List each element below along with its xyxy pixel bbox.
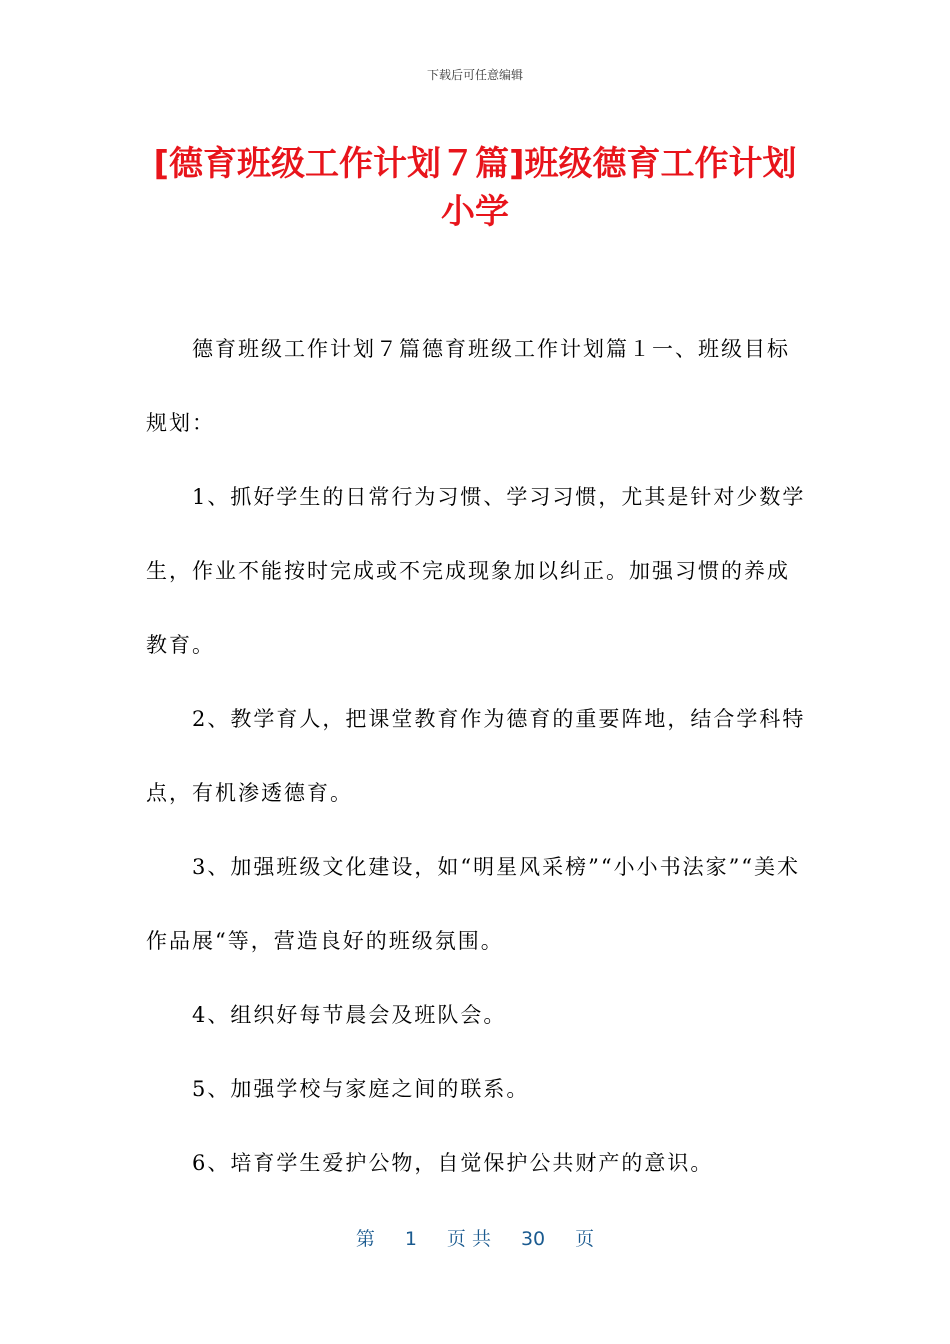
total-pages: 30	[520, 1228, 546, 1250]
paragraph-item-1: 1、抓好学生的日常行为习惯、学习习惯，尤其是针对少数学生，作业不能按时完成或不完成现象加以纠正。加强习惯的养成教育。	[146, 485, 806, 657]
document-body	[146, 312, 806, 1200]
paragraph-item-6: 6、培育学生爱护公物，自觉保护公共财产的意识。	[192, 1151, 714, 1175]
footer-suffix: 页	[575, 1228, 595, 1250]
paragraph-item-3: 3、加强班级文化建设，如“明星风采榜”“小小书法家”“美术作品展“等，营造良好的班级氛围。	[146, 855, 801, 953]
paragraph-intro: 德育班级工作计划７篇德育班级工作计划篇１一、班级目标规划：	[146, 337, 790, 435]
footer-middle: 页 共	[446, 1228, 491, 1250]
paragraph-item-4: 4、组织好每节晨会及班队会。	[192, 1003, 507, 1027]
header-note: 下载后可任意编辑	[426, 68, 523, 82]
paragraph-item-2: 2、教学育人，把课堂教育作为德育的重要阵地，结合学科特点，有机渗透德育。	[146, 707, 806, 805]
paragraph-item-5: 5、加强学校与家庭之间的联系。	[192, 1077, 530, 1101]
footer-prefix: 第	[355, 1228, 375, 1250]
page-number: 1	[404, 1228, 417, 1250]
page-footer	[0, 1224, 950, 1251]
document-title: [德育班级工作计划７篇]班级德育工作计划小学	[153, 144, 797, 232]
